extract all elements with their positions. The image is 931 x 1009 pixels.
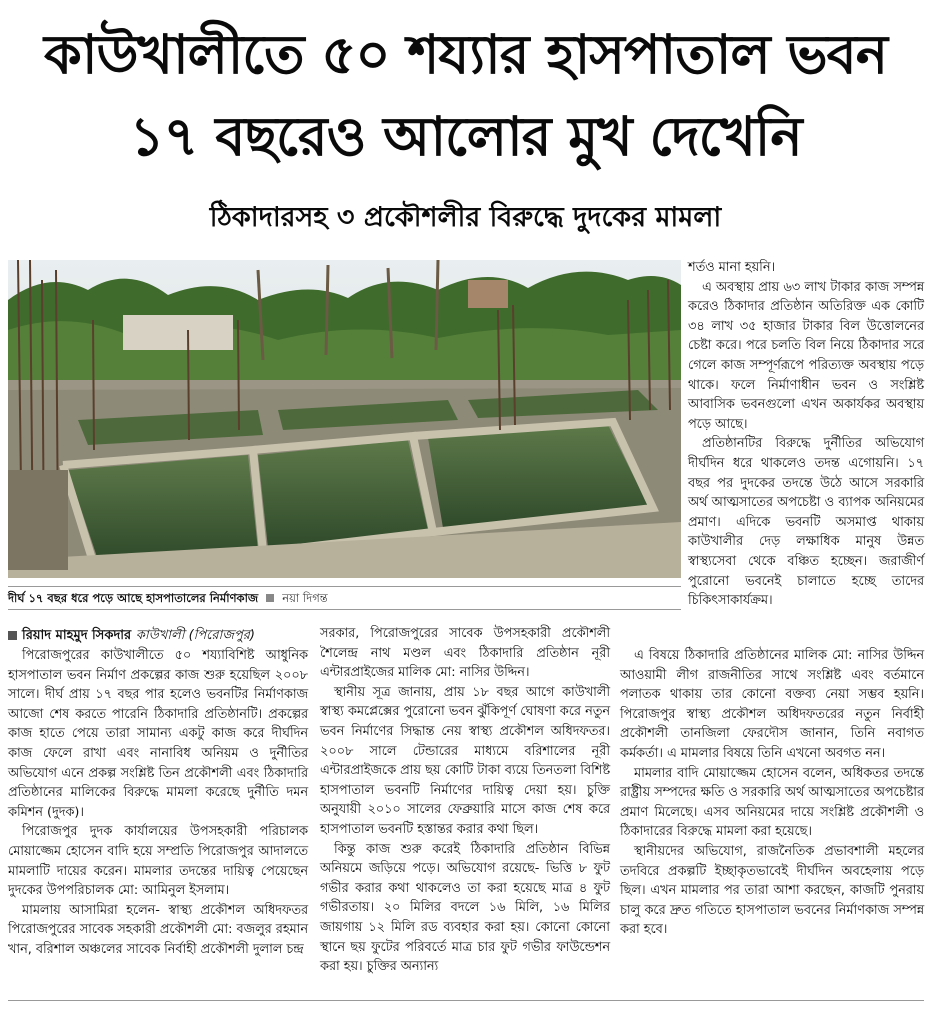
square-bullet-icon [8, 631, 17, 640]
caption-text: দীর্ঘ ১৭ বছর ধরে পড়ে আছে হাসপাতালের নির্মাণকাজ [8, 591, 259, 605]
paragraph: শর্তও মানা হয়নি। [688, 260, 776, 275]
paragraph: মামলায় আসামিরা হলেন- স্বাস্থ্য প্রকৌশল অধিদফতর পিরোজপুরের সাবেক সহকারী প্রকৌশলী মো: বজলুর রহমান খান, বরিশাল অঞ্চলের সাবেক নির্বাহী প্রকৌশলী দুলাল চন্দ্র [8, 902, 308, 957]
bottom-rule [8, 1000, 924, 1001]
article-column-1 [8, 626, 308, 960]
photo-credit: নয়া দিগন্ত [282, 591, 328, 605]
headline-line-1: কাউখালীতে ৫০ শয্যার হাসপাতাল ভবন [44, 23, 887, 86]
construction-site-photo [8, 260, 681, 578]
headline-line-2: ১৭ বছরেও আলোর মুখ দেখেনি [129, 105, 802, 168]
paragraph: সরকার, পিরোজপুরের সাবেক উপসহকারী প্রকৌশলী শৈলেন্দ্র নাথ মণ্ডল এবং ঠিকাদারি প্রতিষ্ঠান নূরী এন্টারপ্রাইজের মালিক মো: নাসির উদ্দিন। [320, 626, 610, 681]
subheadline: ঠিকাদারসহ ৩ প্রকৌশলীর বিরুদ্ধে দুদকের মামলা [209, 202, 722, 233]
square-bullet-icon [266, 594, 274, 602]
article-column-3-top [688, 258, 924, 611]
paragraph: স্থানীয়দের অভিযোগ, রাজনৈতিক প্রভাবশালী মহলের তদবিরে প্রকল্পটি ইচ্ছাকৃতভাবেই দীর্ঘদিন অবহেলায় পড়ে ছিল। এখন মামলার পর তারা আশা করছেন, কাজটি পুনরায় চালু করে দ্রুত গতিতে হাসপাতাল ভবনের নির্মাণকাজ সম্পন্ন করা হবে। [620, 843, 924, 938]
paragraph: প্রতিষ্ঠানটির বিরুদ্ধে দুর্নীতির অভিযোগ দীর্ঘদিন ধরে থাকলেও তদন্ত এগোয়নি। ১৭ বছর পর দুদকের তদন্তে উঠে আসে সরকারি অর্থ আত্মসাতের অপচেষ্টা ও ব্যাপক অনিয়মের প্রমাণ। এদিকে ভবনটি অসমাপ্ত থাকায় কাউখালীর দেড় লক্ষাধিক মানুষ উন্নত স্বাস্থ্যসেবা থেকে বঞ্চিত হচ্ছেন। জরাজীর্ণ পুরোনো ভবনেই চালাতে হচ্ছে তাদের চিকিৎসাকার্যক্রম। [688, 436, 924, 609]
paragraph: এ অবস্থায় প্রায় ৬৩ লাখ টাকার কাজ সম্পন্ন করেও ঠিকাদার প্রতিষ্ঠান অতিরিক্ত এক কোটি ৩৪ লাখ ৩৫ হাজার টাকার বিল উত্তোলনের চেষ্টা করে। পরে চলতি বিল নিয়ে ঠিকাদার সরে গেলে কাজ সম্পূর্ণরূপে পরিত্যক্ত অবস্থায় পড়ে থাকে। ফলে নির্মাণাধীন ভবন ও সংশ্লিষ্ট আবাসিক ভবনগুলো এখন অকার্যকর অবস্থায় পড়ে আছে। [688, 279, 924, 432]
byline-name: রিয়াদ মাহমুদ সিকদার [22, 628, 132, 643]
byline-place: কাউখালী (পিরোজপুর) [135, 628, 256, 643]
article-column-2 [320, 624, 610, 977]
article-column-3-bottom [620, 646, 924, 940]
paragraph: পিরোজপুর দুদক কার্যালয়ের উপসহকারী পরিচালক মোয়াজ্জেম হোসেন বাদি হয়ে সম্প্রতি পিরোজপুর আদালতে মামলাটি দায়ের করেন। মামলার তদন্তের দায়িত্ব পেয়েছেন দুদকের উপপরিচালক মো: আমিনুল ইসলাম। [8, 824, 308, 899]
paragraph: মামলার বাদি মোয়াজ্জেম হোসেন বলেন, অধিকতর তদন্তে রাষ্ট্রীয় সম্পদের ক্ষতি ও সরকারি অর্থ আত্মসাতের অপচেষ্টার প্রমাণ মিলেছে। এসব অনিয়মের দায়ে সংশ্লিষ্ট প্রকৌশলী ও ঠিকাদারের বিরুদ্ধে মামলা করা হয়েছে। [620, 765, 924, 840]
paragraph: পিরোজপুরের কাউখালীতে ৫০ শয্যাবিশিষ্ট আধুনিক হাসপাতাল ভবন নির্মাণ প্রকল্পের কাজ শুরু হয়েছিল ২০০৮ সালে। দীর্ঘ প্রায় ১৭ বছর পার হলেও ভবনটির নির্মাণকাজ আজো শেষ করতে পারেনি ঠিকাদারি প্রতিষ্ঠানটি। প্রকল্পের কাজ হাতে পেয়ে তারা সামান্য একটু কাজ করে দীর্ঘদিন কাজ ফেলে রাখা এবং নানাবিধ অনিয়ম ও দুর্নীতির অভিযোগ এনে প্রকল্প সংশ্লিষ্ট তিন প্রকৌশলী এবং ঠিকাদারি প্রতিষ্ঠানের মালিকের বিরুদ্ধে মামলা করেছে দুর্নীতি দমন কমিশন (দুদক)। [8, 648, 308, 820]
byline [8, 626, 308, 646]
paragraph: এ বিষয়ে ঠিকাদারি প্রতিষ্ঠানের মালিক মো: নাসির উদ্দিন আওয়ামী লীগ রাজনীতির সাথে সংশ্লিষ্ট এবং বর্তমানে পলাতক থাকায় তার কোনো বক্তব্য নেয়া সম্ভব হয়নি। পিরোজপুর স্বাস্থ্য প্রকৌশল অধিদফতরের নতুন নির্বাহী প্রকৌশলী তানজিলা ফেরদৌস জানান, তিনি নবাগত কর্মকর্তা। এ মামলার বিষয়ে তিনি এখনো অবগত নন। [620, 648, 924, 761]
photo-caption [8, 586, 681, 610]
paragraph: কিন্তু কাজ শুরু করেই ঠিকাদারি প্রতিষ্ঠান বিভিন্ন অনিয়মে জড়িয়ে পড়ে। অভিযোগ রয়েছে- ভিত্তি ৮ ফুট গভীর করার কথা থাকলেও তা করা হয়েছে মাত্র ৪ ফুট গভীরতায়। ২০ মিলির বদলে ১৬ মিলি, ১৬ মিলির জায়গায় ১২ মিলি রড ব্যবহার করা হয়। কোনো কোনো স্থানে ছয় ফুটের পরিবর্তে মাত্র চার ফুট গভীর ফাউন্ডেশন করা হয়। চুক্তির অন্যান্য [320, 841, 610, 975]
paragraph: স্থানীয় সূত্র জানায়, প্রায় ১৮ বছর আগে কাউখালী স্বাস্থ্য কমপ্লেক্সের পুরোনো ভবন ঝুঁকিপূর্ণ ঘোষণা করে নতুন ভবন নির্মাণের সিদ্ধান্ত নেয় স্বাস্থ্য প্রকৌশল অধিদফতর। ২০০৮ সালে টেন্ডারের মাধ্যমে বরিশালের নূরী এন্টারপ্রাইজকে প্রায় ছয় কোটি টাকা ব্যয়ে তিনতলা বিশিষ্ট হাসপাতাল ভবনটি নির্মাণের দায়িত্ব দেয়া হয়। চুক্তি অনুযায়ী ২০১০ সালের ফেব্রুয়ারি মাসে কাজ শেষ করে হাসপাতাল ভবনটি হস্তান্তর করার কথা ছিল। [320, 684, 610, 837]
